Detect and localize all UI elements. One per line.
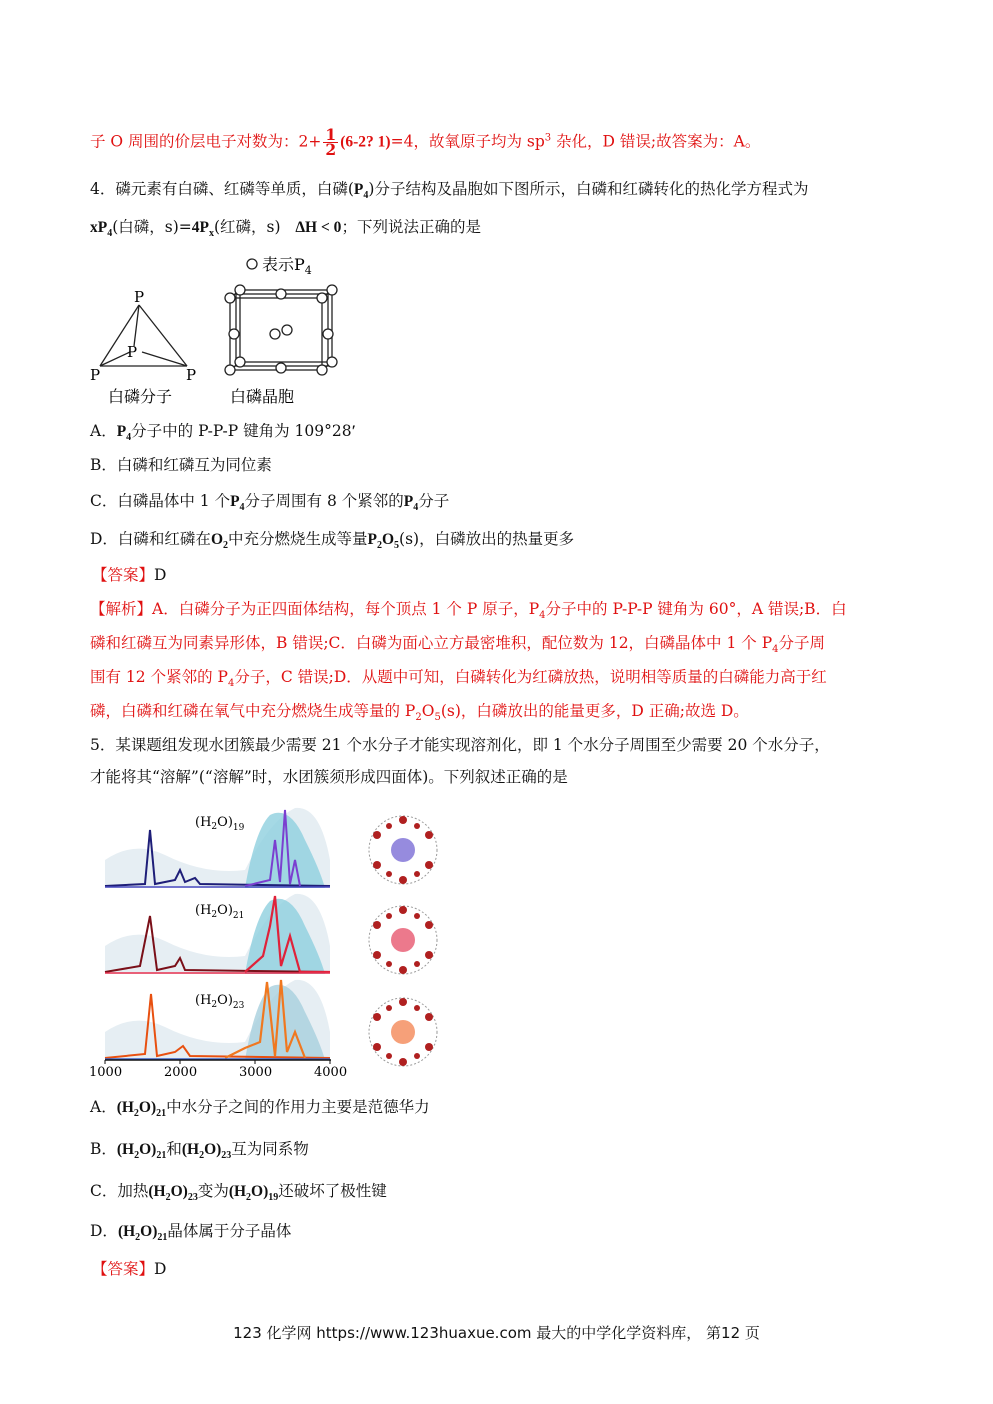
q4-stem-line1 [90, 178, 808, 201]
option-text1: D．白磷和红磷在 [90, 530, 211, 548]
formula-mid: O) [138, 1099, 157, 1116]
formula-mid: O) [139, 1141, 157, 1158]
option-formula [116, 423, 132, 444]
q4-option-d [90, 528, 574, 551]
water-cluster-19 [369, 816, 437, 884]
analysis-sub: 5 [434, 712, 441, 724]
q4-analysis-line2 [90, 632, 825, 654]
option-text2: 变为 [197, 1182, 229, 1200]
q4-analysis-line3 [90, 666, 827, 688]
eq-mid1: (白磷，s)= [112, 218, 192, 236]
option-letter: A． [90, 422, 117, 440]
formula-open: (H [116, 1141, 135, 1158]
formula-mid: O) [251, 1183, 269, 1200]
eq-mid2: (红磷，s) [213, 218, 281, 236]
analysis-text: A．白磷分子为正四面体结构，每个顶点 1 个 P 原子，P [152, 600, 540, 618]
formula-sub: 4 [126, 432, 132, 444]
analysis-sub: 4 [772, 644, 779, 656]
option-formula1 [116, 1141, 167, 1162]
formula-sub: 2 [165, 1192, 171, 1204]
option-formula-o2 [210, 531, 228, 552]
formula-mid: O) [170, 1183, 188, 1200]
formula-p: P [353, 181, 364, 198]
formula-sub: 2 [246, 1192, 252, 1204]
q5-option-b [90, 1138, 309, 1161]
formula-mid: O) [204, 1141, 222, 1158]
q4-stem-part2: )分子结构及晶胞如下图所示，白磷和红磷转化的热化学方程式为 [368, 180, 809, 198]
unit-cell [230, 290, 332, 370]
formula-mid: O) [140, 1223, 158, 1240]
fraction-numerator: 1 [325, 125, 337, 144]
analysis-sub: 4 [227, 678, 235, 690]
option-formula2 [181, 1141, 232, 1162]
analysis-tag: 【解析】 [90, 600, 153, 618]
answer-value: D [154, 566, 167, 584]
white-phosphorus-molecule [100, 305, 187, 366]
option-text1: C．加热 [90, 1182, 149, 1200]
x-tick-2000: 2000 [164, 1065, 198, 1080]
option-formula2 [403, 493, 419, 514]
x-tick-3000: 3000 [239, 1065, 273, 1080]
explanation-suffix2: 杂化，D 错误;故答案为：A。 [551, 132, 761, 151]
explanation-expr: (6-2? 1) [340, 133, 391, 151]
formula-sub: 2 [223, 540, 228, 552]
q4-equation-line [90, 216, 481, 239]
x-tick-4000: 4000 [314, 1065, 348, 1080]
q5-answer [92, 1258, 166, 1280]
eq-4p: 4P [191, 219, 209, 236]
option-text2: 分子周围有 8 个紧邻的 [244, 492, 404, 510]
formula-open: (H [117, 1223, 136, 1240]
formula-sub: 2 [134, 1150, 140, 1162]
option-letter: B． [90, 1140, 117, 1158]
formula-sub: 23 [221, 1150, 232, 1162]
formula-sub: 4 [239, 502, 245, 514]
option-text: 分子中的 P-P-P 键角为 109°28 [131, 422, 352, 440]
spectrum-panel-19 [105, 808, 330, 888]
option-text3: 还破坏了极性键 [278, 1182, 387, 1200]
q5-option-c [90, 1180, 387, 1203]
answer-tag: 【答案】 [92, 1260, 155, 1278]
formula-p: P [367, 531, 377, 548]
fraction-denominator: 2 [325, 140, 337, 159]
analysis-sub: 4 [539, 610, 546, 622]
water-cluster-23 [369, 998, 437, 1066]
q5-stem-line2: 才能将其“溶解”(“溶解”时，水团簇须形成四面体)。下列叙述正确的是 [90, 768, 568, 786]
option-text: 晶体属于分子晶体 [167, 1222, 292, 1240]
molecule-caption: 白磷分子 [108, 387, 173, 406]
eq-tail: ；下列说法正确的是 [341, 218, 481, 236]
explanation-prefix: 子 O 周围的价层电子对数为：2+ [90, 132, 322, 151]
eq-x: xP [90, 219, 108, 236]
q5-option-d [90, 1220, 291, 1243]
formula-sub: 5 [394, 540, 400, 552]
q5-stem-line1: 5．某课题组发现水团簇最少需要 21 个水分子才能实现溶剂化，即 1 个水分子周围至少需要 20 个水分子， [90, 736, 830, 754]
formula-open: (H [228, 1183, 247, 1200]
analysis-text: (s)，白磷放出的能量更多，D 正确;故选 D。 [440, 702, 749, 720]
formula-p: P [230, 493, 240, 510]
q4-analysis-line4 [90, 700, 749, 722]
q5-option-a [90, 1096, 430, 1119]
formula-sub: 21 [156, 1108, 167, 1120]
option-letter: D． [90, 1222, 118, 1240]
option-letter: A． [90, 1098, 117, 1116]
prev-explanation-line [90, 125, 761, 159]
cell-caption: 白磷晶胞 [230, 387, 295, 406]
atom-label-right: P [186, 366, 197, 384]
analysis-text: 围有 12 个紧邻的 P [90, 668, 228, 686]
analysis-text: 分子，C 错误;D．从题中可知，白磷转化为红磷放热，说明相等质量的白磷能力高于红 [234, 668, 827, 686]
atom-label-top: P [134, 288, 145, 306]
x-tick-1000: 1000 [89, 1065, 123, 1080]
spectrum-panel-23 [105, 980, 330, 1060]
eq-subx: x [208, 228, 214, 240]
analysis-o: O [421, 702, 435, 720]
analysis-text: 分子周 [778, 634, 826, 652]
formula-o: O [210, 531, 223, 548]
q4-option-b: B．白磷和红磷互为同位素 [90, 456, 272, 474]
page-footer: 123 化学网 https://www.123huaxue.com 最大的中学化学资料库， 第12 页 [233, 1324, 760, 1342]
option-text: 和 [166, 1140, 182, 1158]
eq-delta-h: ΔH < 0 [295, 219, 342, 236]
q4-stem-formula [353, 181, 369, 202]
q4-option-a [90, 420, 356, 443]
legend-circle-icon [247, 259, 257, 269]
formula-o: O [381, 531, 395, 548]
atom-label-center: P [127, 343, 138, 361]
q4-answer [92, 564, 166, 586]
legend-label: 表示$P_4$ [262, 255, 312, 277]
q4-stem-part1: 4．磷元素有白磷、红磷等单质，白磷( [90, 180, 354, 198]
option-text2: 互为同系物 [231, 1140, 309, 1158]
analysis-sub: 2 [415, 712, 422, 724]
answer-tag: 【答案】 [92, 566, 155, 584]
formula-sub: 2 [135, 1232, 141, 1244]
spectrum-label-19: $(H_2O)_{19}$ [195, 815, 245, 833]
fraction [323, 125, 338, 159]
formula-open: (H [148, 1183, 166, 1200]
formula-sub: 2 [199, 1150, 205, 1162]
spectrum-label-23: $(H_2O)_{23}$ [195, 993, 245, 1011]
option-formula-p2o5 [367, 531, 400, 552]
formula-open: (H [116, 1099, 134, 1116]
spectrum-panel-21 [105, 894, 330, 974]
q4-analysis-line1 [90, 598, 847, 620]
analysis-text: 磷，白磷和红磷在氧气中充分燃烧生成等量的 P [90, 702, 416, 720]
eq-sub4: 4 [107, 228, 113, 240]
option-text: 中水分子之间的作用力主要是范德华力 [166, 1098, 430, 1116]
option-formula [117, 1223, 168, 1244]
option-formula1 [148, 1183, 198, 1204]
option-text2: 中充分燃烧生成等量 [228, 530, 368, 548]
prime-mark: ′ [351, 423, 356, 440]
option-formula [116, 1099, 167, 1120]
formula-p: P [403, 493, 414, 510]
eq-lhs-formula [90, 219, 113, 240]
answer-value: D [154, 1260, 167, 1278]
analysis-text: 磷和红磷互为同素异形体，B 错误;C．白磷为面心立方最密堆积，配位数为 12，白磷晶体中 1 个 P [90, 634, 773, 652]
q4-option-c [90, 490, 449, 513]
formula-sub: 2 [376, 540, 382, 552]
formula-sub: 21 [157, 1232, 168, 1244]
formula-sub: 2 [133, 1108, 139, 1120]
water-cluster-21 [369, 906, 437, 974]
option-text3: 分子 [418, 492, 450, 510]
formula-sub: 4 [363, 190, 369, 202]
explanation-suffix: =4，故氧原子均为 sp [390, 132, 545, 151]
eq-rhs-formula [191, 219, 214, 240]
explanation-sup: 3 [544, 132, 552, 144]
formula-open: (H [181, 1141, 200, 1158]
option-text3: (s)，白磷放出的热量更多 [399, 530, 575, 548]
formula-p: P [116, 423, 127, 440]
q4-figure [82, 250, 342, 410]
formula-sub: 21 [156, 1150, 167, 1162]
q5-figure [89, 800, 455, 1082]
formula-sub: 23 [187, 1192, 198, 1204]
formula-sub: 4 [413, 502, 419, 514]
spectrum-label-21: $(H_2O)_{21}$ [195, 903, 245, 921]
option-formula2 [228, 1183, 279, 1204]
formula-sub: 19 [268, 1192, 279, 1204]
option-formula1 [230, 493, 245, 514]
analysis-text: 分子中的 P-P-P 键角为 60°，A 错误;B．白 [545, 600, 847, 618]
option-text1: C．白磷晶体中 1 个 [90, 492, 231, 510]
atom-label-left: P [90, 366, 101, 384]
